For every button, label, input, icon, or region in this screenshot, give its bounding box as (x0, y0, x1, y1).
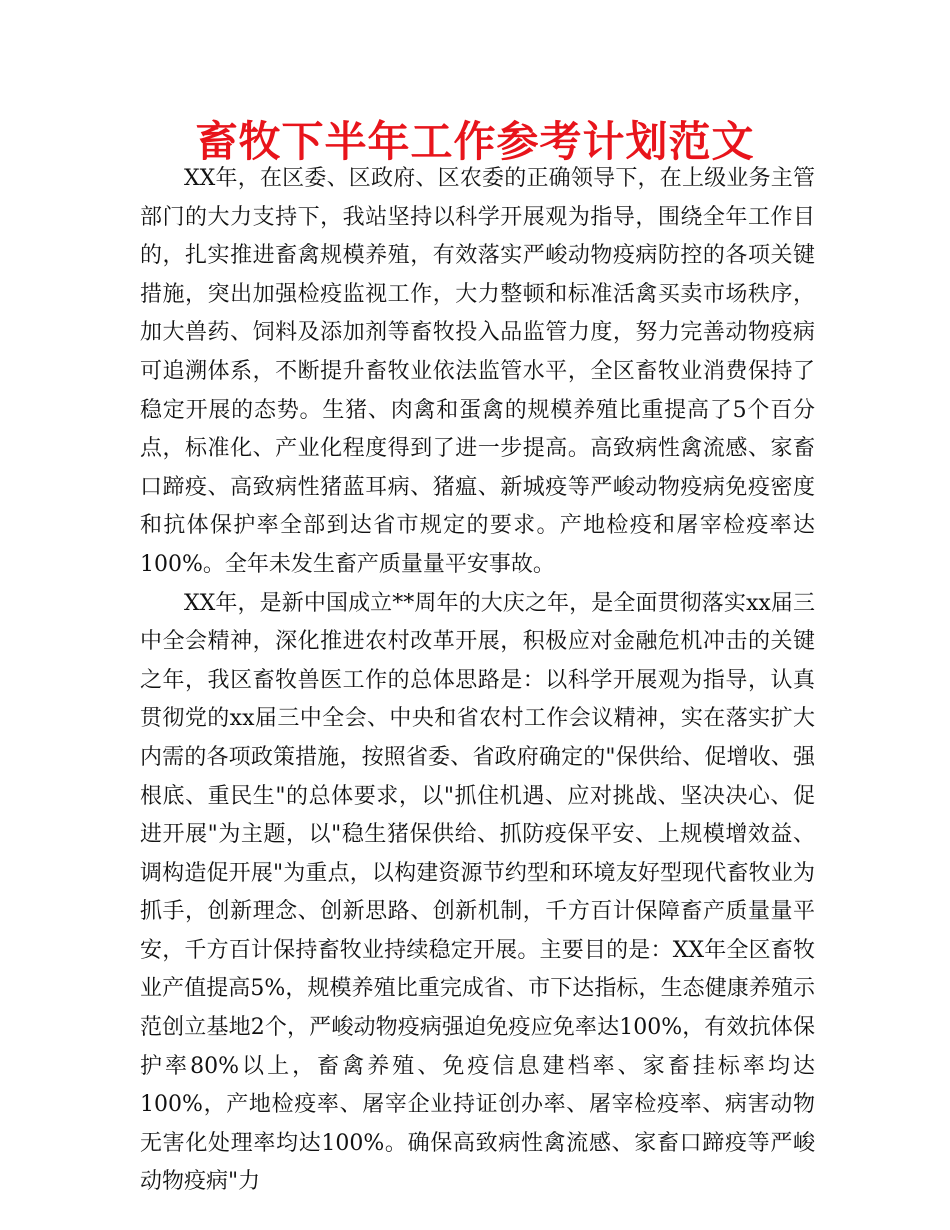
paragraph-1: XX年，在区委、区政府、区农委的正确领导下，在上级业务主管部门的大力支持下，我站坚持以科学开展观为指导，围绕全年工作目的，扎实推进畜禽规模养殖，有效落实严峻动物疫病防控的各项关键措施，突出加强检疫监视工作，大力整顿和标准活禽买卖市场秩序，加大兽药、饲料及添加剂等畜牧投入品监管力度，努力完善动物疫病可追溯体系，不断提升畜牧业依法监管水平，全区畜牧业消费保持了稳定开展的态势。生猪、肉禽和蛋禽的规模养殖比重提高了5个百分点，标准化、产业化程度得到了进一步提高。高致病性禽流感、家畜口蹄疫、高致病性猪蓝耳病、猪瘟、新城疫等严峻动物疫病免疫密度和抗体保护率全部到达省市规定的要求。产地检疫和屠宰检疫率达100%。全年未发生畜产质量量平安事故。 (140, 166, 815, 577)
document-body (140, 160, 815, 1202)
paragraph-2: XX年，是新中国成立**周年的大庆之年，是全面贯彻落实xx届三中全会精神，深化推进农村改革开展，积极应对金融危机冲击的关键之年，我区畜牧兽医工作的总体思路是：以科学开展观为指导，认真贯彻党的xx届三中全会、中央和省农村工作会议精神，实在落实扩大内需的各项政策措施，按照省委、省政府确定的"保供给、促增收、强根底、重民生"的总体要求，以"抓住机遇、应对挑战、坚决决心、促进开展"为主题，以"稳生猪保供给、抓防疫保平安、上规模增效益、调构造促开展"为重点，以构建资源节约型和环境友好型现代畜牧业为抓手，创新理念、创新思路、创新机制，千方百计保障畜产质量量平安，千方百计保持畜牧业持续稳定开展。主要目的是：XX年全区畜牧业产值提高5%，规模养殖比重完成省、市下达指标，生态健康养殖示范创立基地2个，严峻动物疫病强迫免疫应免率达100%，有效抗体保护率80%以上，畜禽养殖、免疫信息建档率、家畜挂标率均达100%，产地检疫率、屠宰企业持证创办率、屠宰检疫率、病害动物无害化处理率均达100%。确保高致病性禽流感、家畜口蹄疫等严峻动物疫病"力 (140, 590, 815, 1195)
document-title: 畜牧下半年工作参考计划范文 (195, 117, 755, 166)
